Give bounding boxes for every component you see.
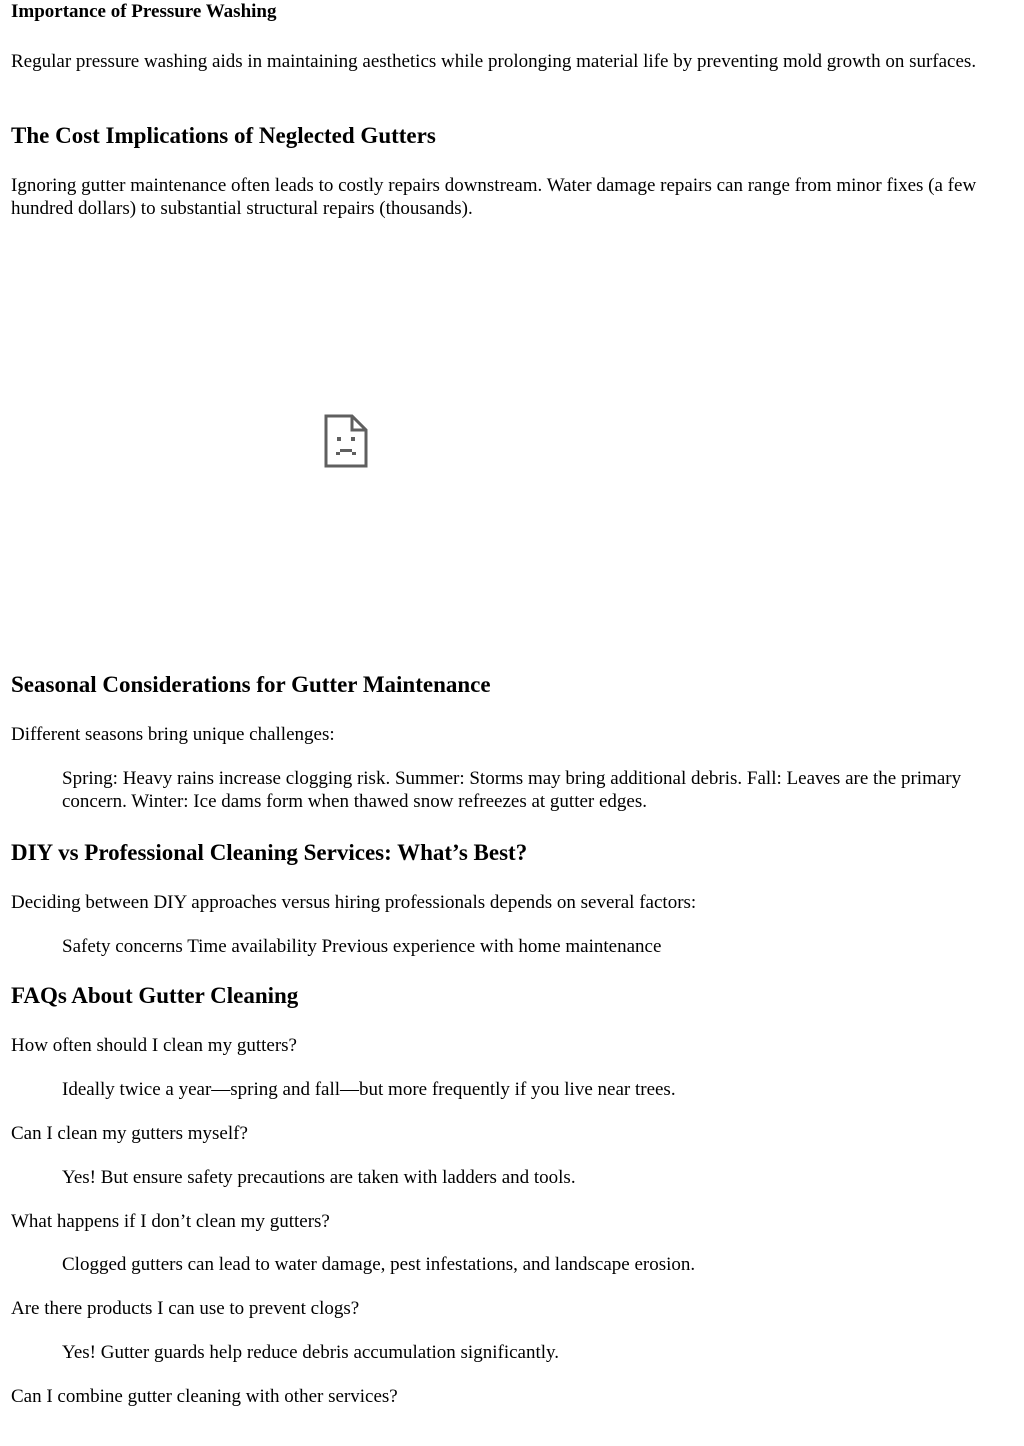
faq-answer: Ideally twice a year—spring and fall—but more frequently if you live near trees. bbox=[62, 1079, 676, 1100]
faq-question: Can I combine gutter cleaning with other services? bbox=[11, 1386, 398, 1407]
seasonal-intro: Different seasons bring unique challenges: bbox=[11, 724, 335, 745]
cost-implications-paragraph: Ignoring gutter maintenance often leads to costly repairs downstream. Water damage repairs can range from minor fixes (a few hundred dollars) to substantial structural repairs (thousands). bbox=[11, 175, 977, 219]
faq-question: What happens if I don’t clean my gutters? bbox=[11, 1211, 330, 1232]
broken-image-icon bbox=[324, 414, 368, 468]
cost-implications-heading: The Cost Implications of Neglected Gutters bbox=[11, 123, 436, 148]
seasonal-considerations-heading: Seasonal Considerations for Gutter Maintenance bbox=[11, 672, 491, 697]
diy-quote: Safety concerns Time availability Previous experience with home maintenance bbox=[62, 936, 662, 957]
faq-answer: Yes! Gutter guards help reduce debris accumulation significantly. bbox=[62, 1342, 560, 1363]
diy-vs-professional-heading: DIY vs Professional Cleaning Services: What’s Best? bbox=[11, 840, 528, 865]
faq-heading: FAQs About Gutter Cleaning bbox=[11, 983, 299, 1008]
pressure-washing-paragraph: Regular pressure washing aids in maintaining aesthetics while prolonging material life by preventing mold growth on surfaces. bbox=[11, 51, 977, 72]
faq-question: Can I clean my gutters myself? bbox=[11, 1123, 248, 1144]
faq-answer: Clogged gutters can lead to water damage, pest infestations, and landscape erosion. bbox=[62, 1254, 696, 1275]
faq-question: Are there products I can use to prevent clogs? bbox=[11, 1298, 360, 1319]
pressure-washing-heading: Importance of Pressure Washing bbox=[11, 1, 277, 22]
faq-question: How often should I clean my gutters? bbox=[11, 1035, 297, 1056]
faq-answer: Yes! But ensure safety precautions are taken with ladders and tools. bbox=[62, 1167, 576, 1188]
seasonal-quote: Spring: Heavy rains increase clogging risk. Summer: Storms may bring additional debris. Fall: Leaves are the primary concern. Winter: Ice dams form when thawed snow refreezes at gutter edges. bbox=[62, 768, 962, 812]
diy-intro: Deciding between DIY approaches versus hiring professionals depends on several factors: bbox=[11, 892, 697, 913]
